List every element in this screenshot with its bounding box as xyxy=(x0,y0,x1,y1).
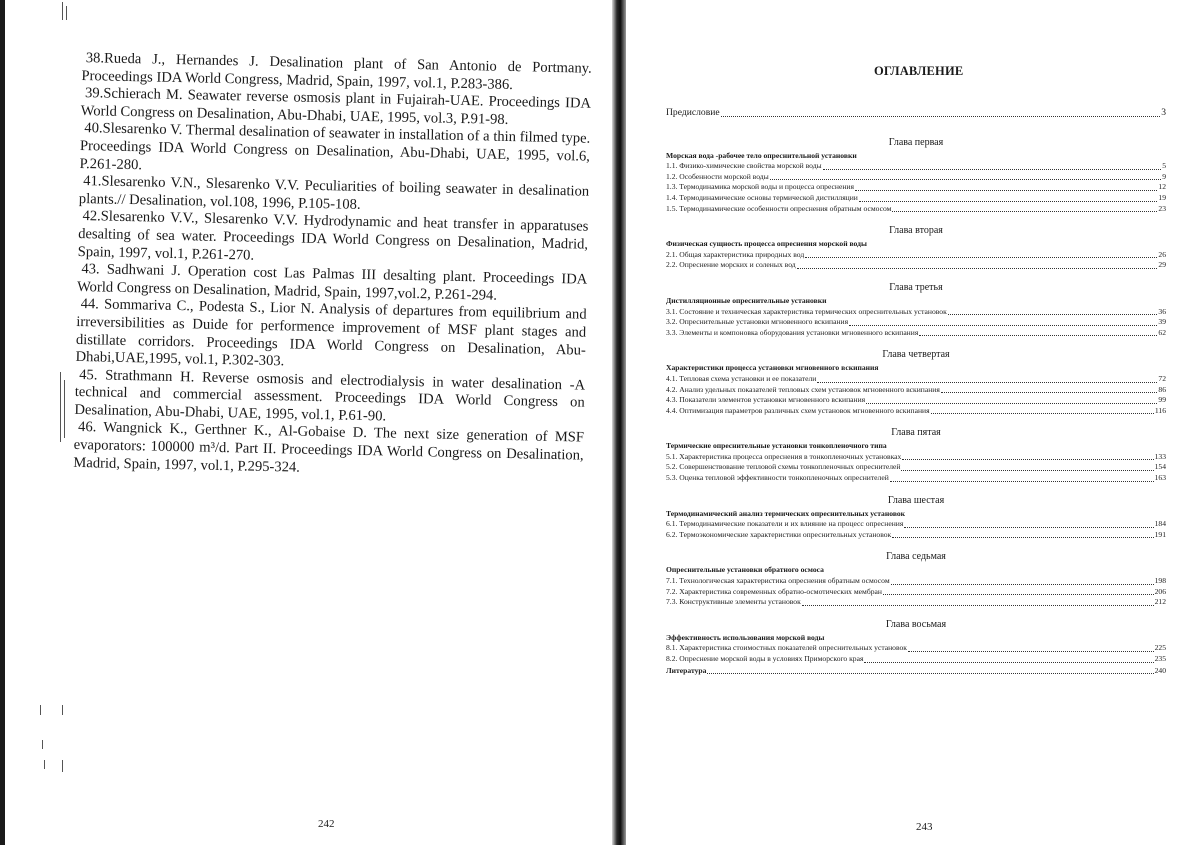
toc-preface xyxy=(666,108,1166,119)
dot-leader xyxy=(891,584,1154,585)
toc-label: 4.4. Оптимизация параметров различных схем установок мгновенного вскипания xyxy=(666,405,930,415)
toc-entry xyxy=(666,328,1166,339)
toc-entry xyxy=(666,597,1166,608)
book-spine-shadow xyxy=(612,0,626,845)
toc-chapter xyxy=(666,618,1166,665)
chapter-subtitle: Морская вода -рабочее тело опреснительной установки xyxy=(666,150,857,160)
table-of-contents xyxy=(666,108,1166,676)
toc-entry xyxy=(666,307,1166,318)
toc-chapter xyxy=(666,550,1166,607)
toc-label: 3.1. Состояние и техническая характеристика термических опреснительных установок xyxy=(666,306,947,316)
dot-leader xyxy=(797,268,1158,269)
chapter-heading: Глава четвертая xyxy=(882,349,950,361)
dot-leader xyxy=(770,179,1161,180)
chapter-subtitle: Физическая сущность процесса опреснения морской воды xyxy=(666,239,867,249)
dot-leader xyxy=(817,382,1157,383)
chapter-subtitle: Опреснительные установки обратного осмоса xyxy=(666,565,824,575)
toc-page: 36 xyxy=(1158,306,1166,316)
toc-page: 133 xyxy=(1154,451,1166,461)
chapter-heading: Глава седьмая xyxy=(886,551,946,563)
dot-leader xyxy=(919,335,1157,336)
toc-entry xyxy=(666,519,1166,530)
toc-chapter xyxy=(666,281,1166,338)
reference-item: 41.Slesarenko V.N., Slesarenko V.V. Peculiarities of boiling seawater in desalination plants.// Desalination, vol.108, 1996, P.105-108. xyxy=(78,173,590,213)
toc-label: 7.2. Характеристика современных обратно-осмотических мембран xyxy=(666,586,882,596)
toc-entry xyxy=(666,576,1166,587)
chapter-subtitle: Характеристики процесса установки мгновенного вскипания xyxy=(666,363,879,373)
toc-page: 184 xyxy=(1154,519,1166,529)
toc-label: 8.1. Характеристика стоимостных показателей опреснительных установок xyxy=(666,643,907,653)
toc-label: 1.2. Особенности морской воды xyxy=(666,171,769,181)
reference-item: 42.Slesarenko V.V., Slesarenko V.V. Hydrodynamic and heat transfer in apparatuses desalting of sea water. Proceedings IDA World Congress on Desalination, Madrid, Spain, 1997, vol.1, P.261-270. xyxy=(77,208,589,264)
dot-leader xyxy=(823,169,1162,170)
toc-label: 6.2. Термоэкономические характеристики опреснительных установок xyxy=(666,529,892,539)
toc-label: 6.1. Термодинамические показатели и их влияние на процесс опреснения xyxy=(666,519,904,529)
toc-chapters xyxy=(666,136,1166,665)
page-number: 243 xyxy=(916,821,933,833)
toc-chapter xyxy=(666,426,1166,483)
toc-label: 2.2. Опреснение морских и соленых вод xyxy=(666,260,796,270)
reference-item: 44. Sommariva C., Podesta S., Lior N. Analysis of departures from equilibrium and irreversibilities as Duide for performence improvement of MSF plant stages and distillate corridors. Proceedings IDA World Congress on Desalination, Abu-Dhabi,UAE,1995, vol.1, P.302-303. xyxy=(75,296,587,370)
toc-page: 86 xyxy=(1158,384,1166,394)
chapter-heading: Глава третья xyxy=(889,281,943,293)
reference-item: 43. Sadhwani J. Operation cost Las Palmas III desalting plant. Proceedings IDA World Congress on Desalination, Madrid, Spain, 1997,vol.2, P.261-294. xyxy=(76,261,588,304)
dot-leader xyxy=(855,190,1157,191)
toc-label: 1.1. Физико-химические свойства морской воды xyxy=(666,161,822,171)
dot-leader xyxy=(721,116,1161,117)
toc-label: 1.4. Термодинамические основы термической дистилляции xyxy=(666,192,858,202)
dot-leader xyxy=(941,392,1158,393)
dot-leader xyxy=(902,459,1153,460)
toc-page: 99 xyxy=(1158,395,1166,405)
toc-entry xyxy=(666,385,1166,396)
toc-entry xyxy=(666,452,1166,463)
toc-page: 235 xyxy=(1154,654,1166,663)
toc-page: 206 xyxy=(1154,586,1166,596)
toc-page: 198 xyxy=(1154,576,1166,586)
toc-chapter xyxy=(666,224,1166,271)
toc-chapter xyxy=(666,348,1166,416)
chapter-subtitle: Термодинамический анализ термических опреснительных установок xyxy=(666,508,906,518)
toc-label: 1.5. Термодинамические особенности опреснения обратным осмосом xyxy=(666,203,892,213)
chapter-subtitle: Дистилляционные опреснительные установки xyxy=(666,295,827,305)
toc-label: 5.1. Характеристика процесса опреснения в тонкопленочных установках xyxy=(666,451,902,461)
toc-title: ОГЛАВЛЕНИЕ xyxy=(874,64,964,78)
toc-page: 240 xyxy=(1154,665,1166,675)
chapter-heading: Глава шестая xyxy=(887,494,945,506)
toc-page: 23 xyxy=(1158,203,1166,213)
dot-leader xyxy=(904,527,1153,528)
dot-leader xyxy=(802,605,1154,606)
dot-leader xyxy=(892,211,1157,212)
toc-entry xyxy=(666,406,1166,417)
toc-label: 4.1. Тепловая схема установки и ее показатели xyxy=(666,373,817,383)
toc-label: 7.1. Технологическая характеристика опреснения обратным осмосом xyxy=(666,576,890,586)
toc-label: 3.3. Элементы и компоновка оборудования установки мгновенного вскипания xyxy=(666,327,919,337)
reference-item: 46. Wangnick K., Gerthner K., Al-Gobaise D. The next size generation of MSF evaporators: 100000 m³/d. Part II. Proceedings IDA World Congress on Desalination, Madrid, Spain, 1997, vol.1, P.295-324. xyxy=(73,419,585,476)
toc-entry xyxy=(666,250,1166,261)
toc-page: 39 xyxy=(1158,317,1166,327)
toc-page: 9 xyxy=(1162,171,1166,181)
toc-page: 3 xyxy=(1161,107,1166,118)
toc-label: Литература xyxy=(666,665,707,675)
toc-entry xyxy=(666,317,1166,328)
toc-page: 19 xyxy=(1158,192,1166,202)
dot-leader xyxy=(849,325,1157,326)
toc-entry xyxy=(666,395,1166,406)
toc-chapter xyxy=(666,494,1166,541)
reference-list xyxy=(73,50,592,483)
toc-entry xyxy=(666,643,1166,654)
toc-entry xyxy=(666,530,1166,541)
toc-page: 225 xyxy=(1154,643,1166,653)
toc-label: 5.2. Совершенствование тепловой схемы тонкопленочных опреснителей xyxy=(666,462,901,472)
toc-entry xyxy=(666,260,1166,271)
toc-entry xyxy=(666,473,1166,484)
toc-entry xyxy=(666,182,1166,193)
toc-label: 3.2. Опреснительные установки мгновенного вскипания xyxy=(666,317,849,327)
reference-item: 38.Rueda J., Hernandes J. Desalination plant of San Antonio de Portmany. Proceedings IDA World Congress, Madrid, Spain, 1997, vol.1, P.283-386. xyxy=(81,50,592,93)
reference-item: 40.Slesarenko V. Thermal desalination of seawater in installation of a thin filmed type. Proceedings IDA World Congress on Desalination, Abu-Dhabi, UAE, 1995, vol.6, P.261-280. xyxy=(79,120,591,173)
toc-chapter xyxy=(666,136,1166,215)
toc-entry xyxy=(666,172,1166,183)
toc-label: Предисловие xyxy=(666,107,720,118)
right-page xyxy=(626,0,1200,845)
dot-leader xyxy=(864,662,1153,663)
chapter-heading: Глава первая xyxy=(888,136,944,148)
toc-label: 2.1. Общая характеристика природных вод xyxy=(666,249,805,259)
dot-leader xyxy=(883,594,1154,595)
dot-leader xyxy=(890,481,1154,482)
chapter-subtitle: Эффективность использования морской воды xyxy=(666,632,825,642)
dot-leader xyxy=(859,201,1158,202)
toc-label: 7.3. Конструктивные элементы установок xyxy=(666,597,801,607)
chapter-heading: Глава вторая xyxy=(889,225,943,237)
toc-page: 62 xyxy=(1158,327,1166,337)
toc-page: 26 xyxy=(1158,249,1166,259)
dot-leader xyxy=(908,651,1154,652)
dot-leader xyxy=(948,314,1158,315)
toc-entry xyxy=(666,654,1166,665)
toc-page: 5 xyxy=(1162,161,1166,171)
toc-page: 116 xyxy=(1154,405,1166,415)
dot-leader xyxy=(901,470,1153,471)
dot-leader xyxy=(892,537,1153,538)
chapter-subtitle: Термические опреснительные установки тонкопленочного типа xyxy=(666,441,887,451)
toc-page: 212 xyxy=(1154,597,1166,607)
toc-entry xyxy=(666,587,1166,598)
toc-page: 191 xyxy=(1154,529,1166,539)
reference-item: 39.Schierach M. Seawater reverse osmosis plant in Fujairah-UAE. Proceedings IDA World Congress on Desalination, Abu-Dhabi, UAE, 1995, vol.3, P.91-98. xyxy=(80,85,592,128)
dot-leader xyxy=(707,673,1153,674)
toc-page: 12 xyxy=(1158,182,1166,192)
toc-page: 163 xyxy=(1154,473,1166,483)
toc-entry xyxy=(666,374,1166,385)
toc-entry xyxy=(666,204,1166,215)
toc-entry xyxy=(666,462,1166,473)
dot-leader xyxy=(805,257,1157,258)
toc-page: 154 xyxy=(1154,462,1166,472)
toc-page: 29 xyxy=(1158,260,1166,270)
dot-leader xyxy=(931,413,1154,414)
chapter-heading: Глава пятая xyxy=(891,427,941,439)
toc-page: 72 xyxy=(1158,373,1166,383)
toc-entry xyxy=(666,193,1166,204)
toc-label: 1.3. Термодинамика морской воды и процесса опреснения xyxy=(666,182,854,192)
toc-label: 8.2. Опреснение морской воды в условиях Приморского края xyxy=(666,654,864,663)
toc-label: 4.3. Показатели элементов установки мгновенного вскипания xyxy=(666,395,866,405)
dot-leader xyxy=(866,403,1157,404)
toc-label: 4.2. Анализ удельных показателей тепловых схем установок мгновенного вскипания xyxy=(666,384,940,394)
toc-literature xyxy=(666,666,1166,677)
page-number: 242 xyxy=(318,818,335,830)
chapter-heading: Глава восьмая xyxy=(885,618,947,630)
toc-label: 5.3. Оценка тепловой эффективности тонкопленочных опреснителей xyxy=(666,473,889,483)
reference-item: 45. Strathmann H. Reverse osmosis and electrodialysis in water desalination -A technical and commercial assessment. Proceedings IDA World Congress on Desalination, Abu-Dhabi, UAE, 1995, vol.1, P.61-90. xyxy=(74,366,586,425)
toc-entry xyxy=(666,161,1166,172)
